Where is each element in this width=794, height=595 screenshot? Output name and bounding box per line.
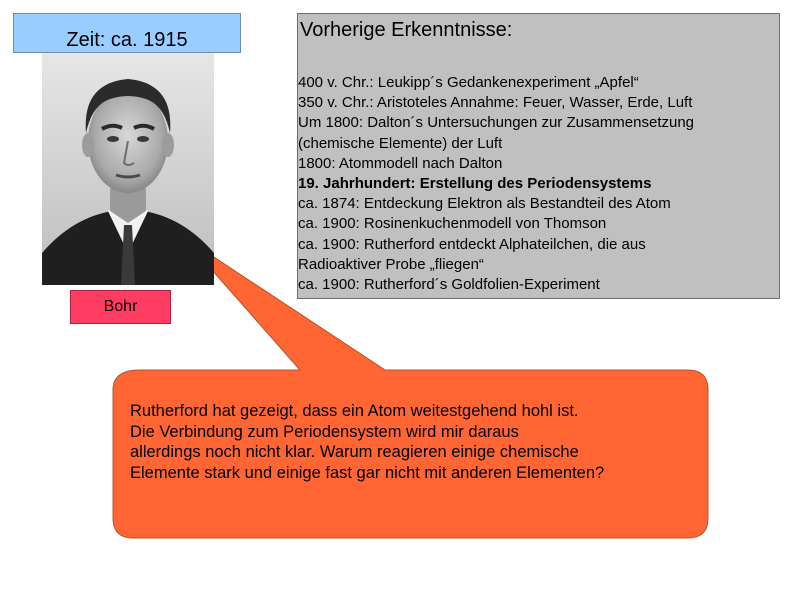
knowledge-line: ca. 1900: Rutherford´s Goldfolien-Experiment bbox=[298, 276, 600, 294]
knowledge-line: Um 1800: Dalton´s Untersuchungen zur Zusammensetzung bbox=[298, 114, 695, 132]
knowledge-line: ca. 1900: Rutherford entdeckt Alphateilchen, die aus bbox=[298, 235, 646, 253]
knowledge-line: ca. 1874: Entdeckung Elektron als Bestandteil des Atom bbox=[298, 195, 671, 213]
callout-line: Elemente stark und einige fast gar nicht mit anderen Elementen? bbox=[130, 463, 605, 482]
knowledge-line: 400 v. Chr.: Leukipp´s Gedankenexperiment „Apfel“ bbox=[298, 74, 639, 91]
callout-line: Die Verbindung zum Periodensystem wird mir daraus bbox=[130, 422, 519, 441]
time-label: Zeit: ca. 1915 bbox=[66, 29, 188, 51]
knowledge-line: ca. 1900: Rosinenkuchenmodell von Thomson bbox=[298, 215, 607, 233]
prior-knowledge-title: Vorherige Erkenntnisse: bbox=[300, 19, 513, 41]
portrait-caption-box bbox=[70, 290, 171, 324]
prior-knowledge-list bbox=[298, 73, 694, 295]
prior-knowledge-box bbox=[297, 13, 780, 299]
bohr-portrait bbox=[42, 53, 214, 285]
time-label-box bbox=[13, 13, 241, 53]
callout-text bbox=[130, 401, 700, 483]
portrait-caption: Bohr bbox=[103, 298, 138, 315]
callout-line: Rutherford hat gezeigt, dass ein Atom weitestgehend hohl ist. bbox=[130, 402, 579, 420]
knowledge-line: Radioaktiver Probe „fliegen“ bbox=[298, 255, 484, 273]
knowledge-line: (chemische Elemente) der Luft bbox=[298, 134, 503, 152]
knowledge-line-highlight: 19. Jahrhundert: Erstellung des Periodensystems bbox=[298, 175, 652, 193]
knowledge-line: 350 v. Chr.: Aristoteles Annahme: Feuer, Wasser, Erde, Luft bbox=[298, 94, 693, 112]
knowledge-line: 1800: Atommodell nach Dalton bbox=[298, 154, 503, 172]
callout-line: allerdings noch nicht klar. Warum reagieren einige chemische bbox=[130, 443, 579, 461]
